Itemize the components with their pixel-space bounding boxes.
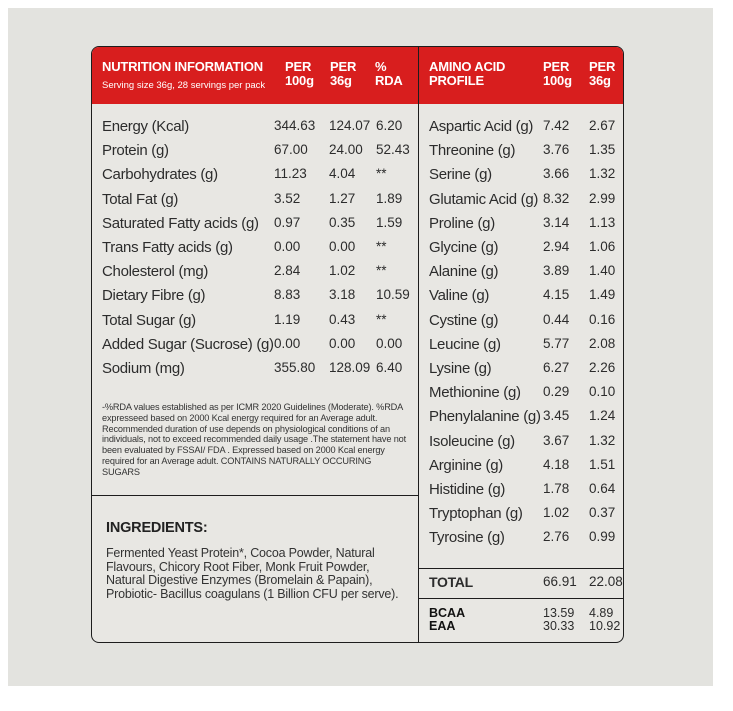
nutrient-per100g: 67.00 <box>274 142 308 158</box>
amino-name: Threonine (g) <box>429 142 516 160</box>
nutrient-rda: ** <box>376 263 387 279</box>
nutrient-name: Added Sugar (Sucrose) (g) <box>102 335 274 353</box>
nutrient-per36g: 0.35 <box>329 214 356 230</box>
amino-name: Alanine (g) <box>429 263 499 281</box>
nutrient-name: Saturated Fatty acids (g) <box>102 214 259 232</box>
amino-col-per100g-line2: 100g <box>543 73 572 88</box>
amino-name: Isoleucine (g) <box>429 432 515 450</box>
amino-name: Phenylalanine (g) <box>429 408 541 426</box>
amino-name: Cystine (g) <box>429 311 499 329</box>
amino-per36g: 1.40 <box>589 263 616 279</box>
amino-title-line1: AMINO ACID <box>429 59 506 74</box>
nutrient-per100g: 344.63 <box>274 118 316 133</box>
nutrient-name: Energy (Kcal) <box>102 118 189 135</box>
amino-per36g: 1.51 <box>589 456 616 472</box>
amino-per100g: 0.44 <box>543 311 570 327</box>
nutrient-name: Total Sugar (g) <box>102 311 196 329</box>
ingredients-title: INGREDIENTS: <box>106 520 208 536</box>
nutrient-name: Protein (g) <box>102 142 169 160</box>
table-row <box>419 263 623 287</box>
amino-per100g: 3.45 <box>543 408 570 424</box>
amino-per36g: 1.49 <box>589 287 616 303</box>
nutrient-per36g: 3.18 <box>329 287 356 303</box>
nutrient-per36g: 4.04 <box>329 166 356 182</box>
nutrient-per100g: 0.00 <box>274 335 301 351</box>
nutrient-rda: ** <box>376 166 387 182</box>
amino-name: Glutamic Acid (g) <box>429 190 539 208</box>
amino-name: Arginine (g) <box>429 456 503 474</box>
amino-per36g: 1.35 <box>589 142 616 158</box>
table-row <box>419 336 623 360</box>
table-row <box>419 118 623 142</box>
amino-per36g: 1.24 <box>589 408 616 424</box>
col-header-rda-line2: RDA <box>375 73 403 88</box>
nutrient-name: Sodium (mg) <box>102 360 185 377</box>
amino-col-per36g-line1: PER <box>589 59 616 74</box>
amino-per100g: 1.78 <box>543 481 570 496</box>
amino-per36g: 0.64 <box>589 481 616 496</box>
amino-col-per36g-line2: 36g <box>589 73 611 88</box>
amino-name: Glycine (g) <box>429 239 499 256</box>
table-row <box>419 312 623 336</box>
amino-per100g: 7.42 <box>543 118 570 133</box>
nutrient-per36g: 128.09 <box>329 360 371 375</box>
nutrient-rda: 6.40 <box>376 360 403 375</box>
table-row <box>92 215 418 239</box>
eaa-per36g: 10.92 <box>589 619 621 633</box>
table-row <box>92 287 418 311</box>
nutrient-per100g: 355.80 <box>274 360 316 375</box>
nutrition-title: NUTRITION INFORMATION <box>102 59 263 74</box>
amino-per36g: 0.16 <box>589 311 616 327</box>
amino-name: Aspartic Acid (g) <box>429 118 534 135</box>
amino-per36g: 0.10 <box>589 384 616 400</box>
amino-per36g: 1.32 <box>589 432 616 448</box>
nutrient-per100g: 1.19 <box>274 311 301 327</box>
amino-per100g: 3.14 <box>543 214 570 230</box>
amino-per100g: 3.89 <box>543 263 570 279</box>
table-row <box>419 505 623 529</box>
table-row <box>419 360 623 384</box>
table-row <box>92 118 418 142</box>
table-row <box>419 215 623 239</box>
table-row <box>419 481 623 505</box>
amino-name: Lysine (g) <box>429 360 492 377</box>
amino-per100g: 8.32 <box>543 190 570 206</box>
col-header-per100g-line2: 100g <box>285 73 314 88</box>
amino-per100g: 1.02 <box>543 505 570 521</box>
table-row <box>419 287 623 311</box>
amino-name: Valine (g) <box>429 287 490 305</box>
bcaa-label: BCAA <box>429 606 466 620</box>
amino-per100g: 3.67 <box>543 432 570 448</box>
amino-per100g: 3.76 <box>543 142 570 158</box>
amino-per100g: 4.18 <box>543 456 570 472</box>
nutrient-name: Trans Fatty acids (g) <box>102 239 233 256</box>
table-row <box>419 433 623 457</box>
amino-per36g: 0.99 <box>589 529 616 545</box>
nutrient-per36g: 1.27 <box>329 190 356 206</box>
nutrient-name: Carbohydrates (g) <box>102 166 218 184</box>
eaa-per100g: 30.33 <box>543 619 575 633</box>
nutrient-per100g: 0.00 <box>274 239 301 254</box>
total-bottom-divider <box>419 598 623 599</box>
table-row <box>92 191 418 215</box>
nutrient-rda: ** <box>376 239 387 254</box>
serving-size: Serving size 36g, 28 servings per pack <box>102 80 266 91</box>
amino-name: Serine (g) <box>429 166 492 184</box>
table-row <box>92 142 418 166</box>
amino-name: Histidine (g) <box>429 481 506 498</box>
nutrient-per36g: 24.00 <box>329 142 363 158</box>
table-row <box>92 360 418 384</box>
table-row <box>92 239 418 263</box>
amino-name: Methionine (g) <box>429 384 521 402</box>
nutrient-rda: 52.43 <box>376 142 410 158</box>
amino-total-row <box>419 574 623 598</box>
nutrient-rda: 6.20 <box>376 118 403 133</box>
ingredients-divider <box>92 495 418 496</box>
total-top-divider <box>419 568 623 569</box>
amino-per100g: 5.77 <box>543 335 570 351</box>
nutrient-per36g: 0.00 <box>329 335 356 351</box>
ingredients-text: Fermented Yeast Protein*, Cocoa Powder, Natural Flavours, Chicory Root Fiber, Monk Fruit Powder, Natural Digestive Enzymes (Bromelain & Papain), Probiotic- Bacillus coagulans (1 Billion CFU per serve). <box>106 546 399 601</box>
table-row <box>92 263 418 287</box>
amino-name: Tryptophan (g) <box>429 505 523 523</box>
total-per100g: 66.91 <box>543 574 577 589</box>
amino-per36g: 0.37 <box>589 505 616 521</box>
nutrient-rda: 1.59 <box>376 214 403 230</box>
bcaa-per36g: 4.89 <box>589 606 614 620</box>
table-row <box>419 239 623 263</box>
amino-per100g: 6.27 <box>543 360 570 375</box>
total-label: TOTAL <box>429 574 473 590</box>
table-row <box>92 166 418 190</box>
table-row <box>419 191 623 215</box>
amino-per36g: 1.06 <box>589 239 616 254</box>
amino-per100g: 4.15 <box>543 287 570 303</box>
col-header-per100g-line1: PER <box>285 59 312 74</box>
amino-per36g: 1.13 <box>589 214 616 230</box>
amino-per100g: 2.94 <box>543 239 570 254</box>
nutrient-per100g: 3.52 <box>274 190 301 206</box>
col-header-per36g-line1: PER <box>330 59 357 74</box>
nutrient-rda: 10.59 <box>376 287 410 303</box>
table-row <box>419 384 623 408</box>
amino-per100g: 2.76 <box>543 529 570 545</box>
amino-title-line2: PROFILE <box>429 73 484 88</box>
amino-name: Tyrosine (g) <box>429 529 505 547</box>
amino-per36g: 2.67 <box>589 118 616 133</box>
bcaa-per100g: 13.59 <box>543 606 575 620</box>
nutrient-per100g: 2.84 <box>274 263 301 279</box>
table-row <box>419 408 623 432</box>
nutrient-name: Total Fat (g) <box>102 190 179 208</box>
amino-col-per100g-line1: PER <box>543 59 570 74</box>
table-row <box>419 529 623 553</box>
table-row <box>92 336 418 360</box>
amino-per36g: 2.08 <box>589 335 616 351</box>
nutrient-name: Cholesterol (mg) <box>102 263 209 281</box>
rda-notes: -%RDA values established as per ICMR 2020 Guidelines (Moderate). %RDA expresseed based on 2000 Kcal energy required for an Average adult. Recommended duration of use depends on physiological conditions of an individuals, not to exceed recommended daily usage .The statement have not been evaluated by FSSAI/ FDA . Expressed based on 2000 Kcal energy required for an Average adult. CONTAINS NATURALLY OCCURING SUGARS <box>102 402 407 477</box>
nutrient-name: Dietary Fibre (g) <box>102 287 206 305</box>
amino-per36g: 2.26 <box>589 360 616 375</box>
nutrition-header <box>92 47 418 104</box>
amino-name: Proline (g) <box>429 214 495 232</box>
amino-column <box>418 47 623 642</box>
nutrient-rda: 0.00 <box>376 335 403 351</box>
amino-per100g: 3.66 <box>543 166 570 182</box>
amino-per100g: 0.29 <box>543 384 570 400</box>
nutrient-per36g: 124.07 <box>329 118 371 133</box>
amino-name: Leucine (g) <box>429 335 501 353</box>
nutrient-per36g: 0.43 <box>329 311 356 327</box>
table-row <box>419 457 623 481</box>
amino-header <box>419 47 623 104</box>
nutrient-per36g: 1.02 <box>329 263 356 279</box>
nutrient-rda: 1.89 <box>376 190 403 206</box>
nutrient-per36g: 0.00 <box>329 239 356 254</box>
table-row <box>419 166 623 190</box>
nutrition-label-panel <box>91 46 624 643</box>
nutrient-per100g: 8.83 <box>274 287 301 303</box>
col-header-rda-line1: % <box>375 59 387 74</box>
table-row <box>92 312 418 336</box>
col-header-per36g-line2: 36g <box>330 73 352 88</box>
total-per36g: 22.08 <box>589 574 623 589</box>
nutrient-per100g: 0.97 <box>274 214 301 230</box>
nutrient-rda: ** <box>376 311 387 327</box>
nutrient-per100g: 11.23 <box>274 166 307 182</box>
amino-per36g: 2.99 <box>589 190 616 206</box>
table-row <box>419 142 623 166</box>
nutrition-column <box>92 47 418 642</box>
eaa-label: EAA <box>429 619 456 633</box>
amino-per36g: 1.32 <box>589 166 616 182</box>
